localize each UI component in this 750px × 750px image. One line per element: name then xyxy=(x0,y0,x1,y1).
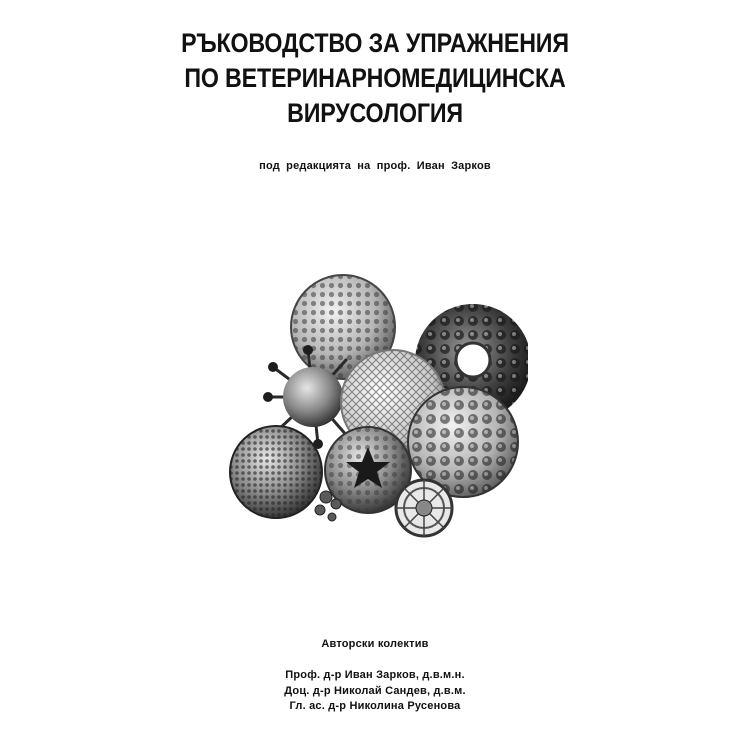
authors-heading: Авторски колектив xyxy=(321,638,429,650)
author-item: Доц. д-р Николай Сандев, д.в.м. xyxy=(284,684,466,697)
virus-particle-wheel xyxy=(396,480,452,536)
title-line-3: ВИРУСОЛОГИЯ xyxy=(287,98,463,128)
virus-particle-bottom-left xyxy=(230,426,322,518)
editor-credit: под редакцията на проф. Иван Зарков xyxy=(259,160,491,172)
title-line-2: ПО ВЕТЕРИНАРНОМЕДИЦИНСКА xyxy=(184,63,566,93)
virus-collage-image xyxy=(228,272,528,542)
author-item: Гл. ас. д-р Николина Русенова xyxy=(289,700,461,712)
title-line-1: РЪКОВОДСТВО ЗА УПРАЖНЕНИЯ xyxy=(181,28,569,58)
author-item: Проф. д-р Иван Зарков, д.в.м.н. xyxy=(285,669,465,681)
authors-list xyxy=(0,668,750,715)
book-title xyxy=(53,26,698,131)
